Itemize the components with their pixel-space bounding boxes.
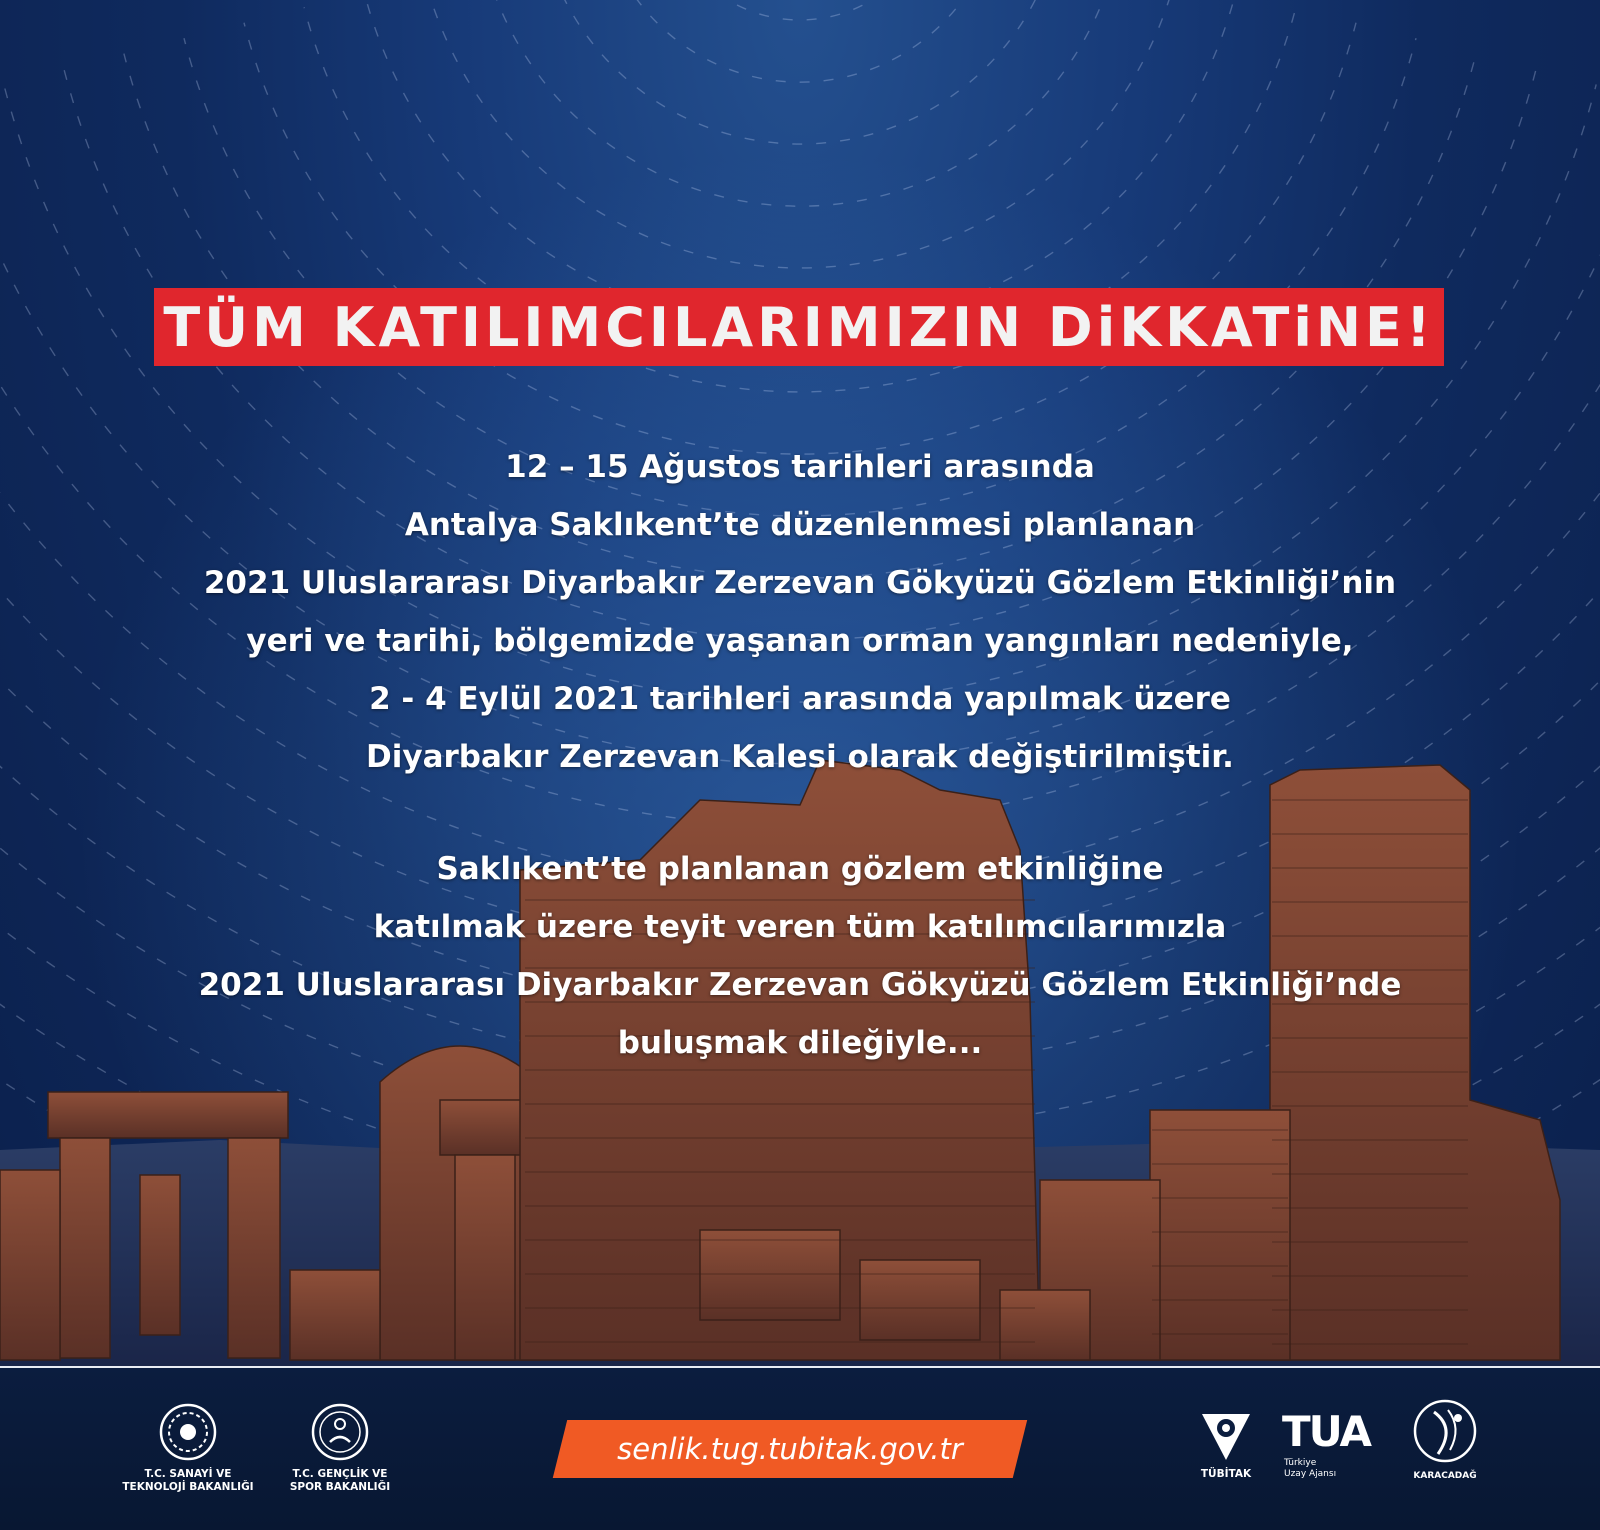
announcement-line: 12 – 15 Ağustos tarihleri arasında (505, 449, 1095, 485)
announcement-line: 2021 Uluslararası Diyarbakır Zerzevan Gökyüzü Gözlem Etkinliği’nin (203, 565, 1397, 601)
tua-line1: Türkiye (1284, 1458, 1317, 1468)
closing-line: buluşmak dileğiyle... (617, 1025, 983, 1061)
sanayi-line1: T.C. SANAYİ VE (144, 1468, 232, 1480)
announcement-line: Antalya Saklıkent’te düzenlenmesi planlanan (404, 507, 1196, 543)
closing-line: Saklıkent’te planlanan gözlem etkinliğine (436, 851, 1164, 887)
tua-line2: Uzay Ajansı (1284, 1469, 1337, 1479)
tubitak-logo-icon (1196, 1408, 1256, 1464)
announcement-line: yeri ve tarihi, bölgemizde yaşanan orman yangınları nedeniyle, (246, 623, 1354, 659)
announcement-line: Diyarbakır Zerzevan Kalesi olarak değiştirilmiştir. (366, 739, 1234, 775)
headline-banner (154, 288, 1444, 366)
announcement-text (100, 438, 1500, 786)
closing-text (100, 840, 1500, 1072)
closing-line: katılmak üzere teyit veren tüm katılımcılarımızla (373, 909, 1227, 945)
tubitak-label: TÜBİTAK (1200, 1468, 1252, 1480)
genclik-line2: SPOR BAKANLIĞI (289, 1481, 391, 1493)
sanayi-logo-caption (118, 1468, 258, 1494)
website-link[interactable]: senlik.tug.tubitak.gov.tr (617, 1432, 963, 1466)
karacadag-logo-icon (1410, 1398, 1480, 1464)
announcement-line: 2 - 4 Eylül 2021 tarihleri arasında yapılmak üzere (369, 681, 1231, 717)
genclik-line1: T.C. GENÇLİK VE (292, 1468, 388, 1480)
closing-line: 2021 Uluslararası Diyarbakır Zerzevan Gökyüzü Gözlem Etkinliği’nde (198, 967, 1402, 1003)
ministry-emblem-icon (310, 1402, 370, 1462)
sanayi-line2: TEKNOLOJİ BAKANLIĞI (122, 1481, 254, 1493)
ministry-emblem-icon (158, 1402, 218, 1462)
headline: TÜM KATILIMCILARIMIZIN DiKKATiNE! (163, 295, 1435, 359)
tua-caption (1284, 1458, 1336, 1480)
karacadag-label: KARACADAĞ (1413, 1471, 1477, 1481)
tua-logo-icon: TUA (1282, 1407, 1370, 1456)
genclik-logo-caption (272, 1468, 408, 1494)
